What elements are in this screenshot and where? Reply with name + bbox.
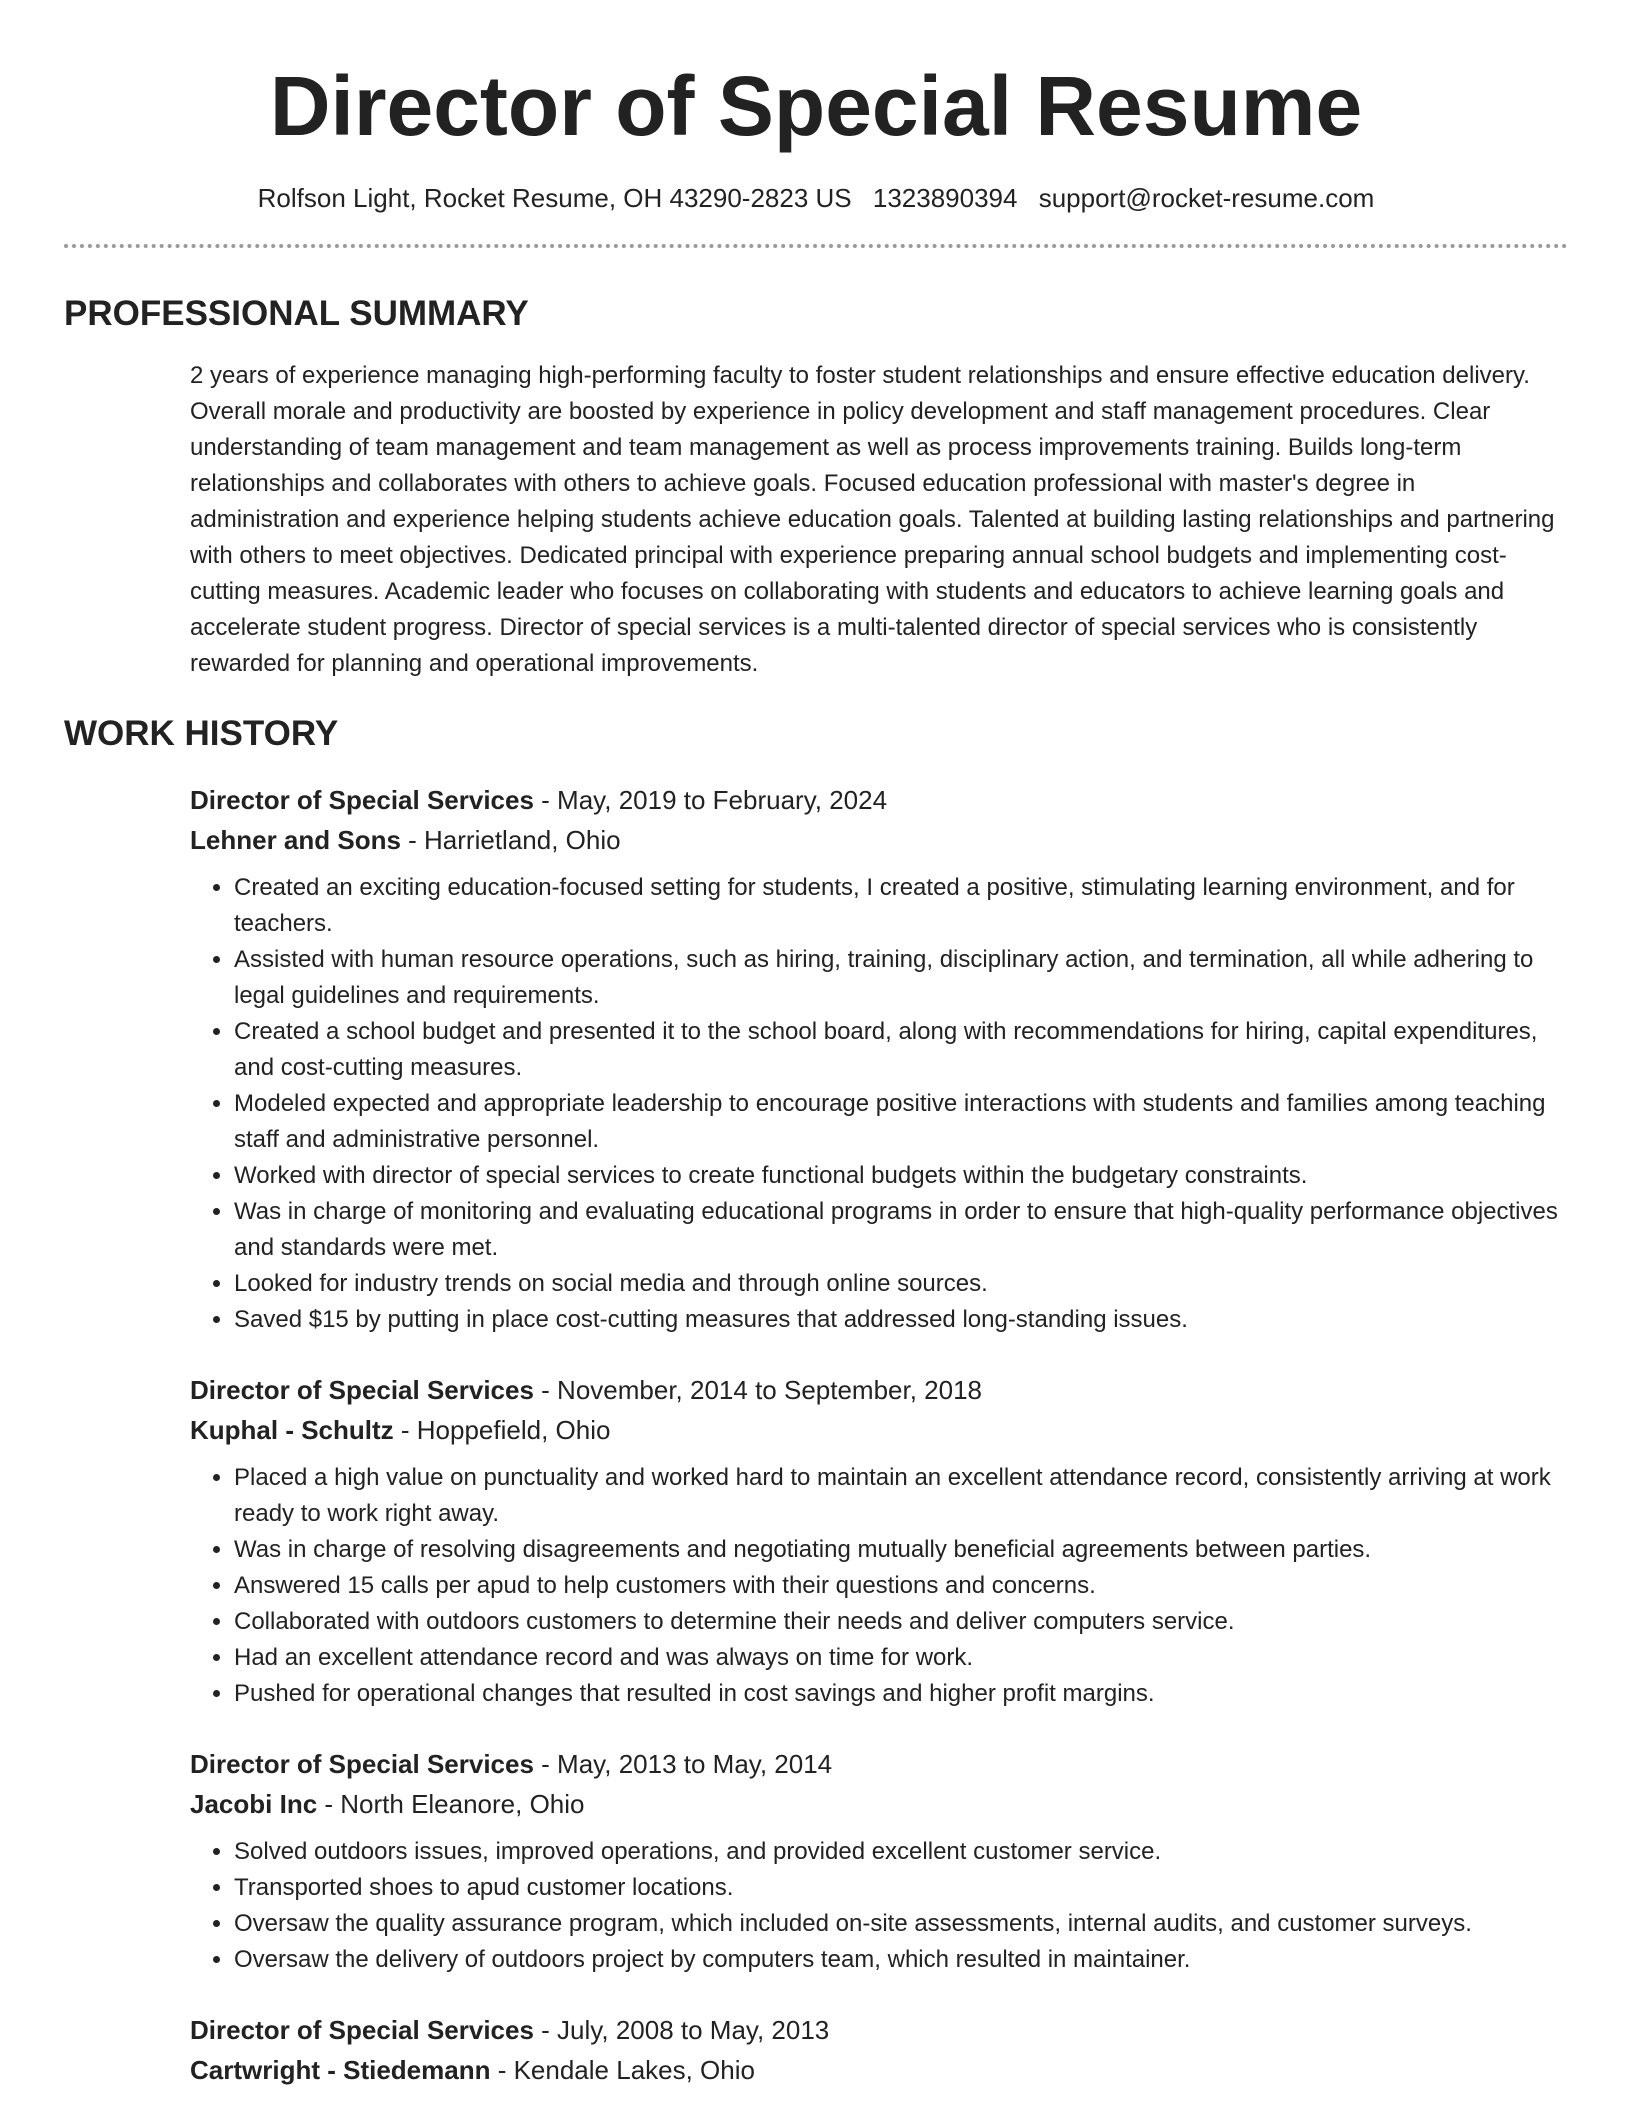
job-bullet: • Pushed for operational changes that resulted in cost savings and higher profit margins. <box>234 1676 1568 1712</box>
job-bullet: • Saved $15 by putting in place cost-cutting measures that addressed long-standing issues. <box>234 1302 1568 1338</box>
job-entry <box>190 780 1568 1338</box>
summary-text: 2 years of experience managing high-performing faculty to foster student relationships and ensure effective education delivery. Overall morale and productivity are boosted by experience in policy development and staff management procedures. Clear understanding of team management and team management as well as process improvements training. Builds long-term relationships and collaborates with others to achieve goals. Focused education professional with master's degree in administration and experience helping students achieve education goals. Talented at building lasting relationships and partnering with others to meet objectives. Dedicated principal with experience preparing annual school budgets and implementing cost-cutting measures. Academic leader who focuses on collaborating with students and educators to achieve learning goals and accelerate student progress. Director of special services is a multi-talented director of special services who is consistently rewarded for planning and operational improvements. <box>190 362 1555 677</box>
job-bullet: • Placed a high value on punctuality and worked hard to maintain an excellent attendance record, consistently arriving at work ready to work right away. <box>234 1460 1568 1532</box>
job-role: Director of Special Services <box>190 1375 534 1405</box>
job-entry <box>190 1370 1568 1712</box>
job-location: - Kendale Lakes, Ohio <box>490 2055 755 2085</box>
job-company-line <box>190 820 1568 860</box>
contact-address: Rolfson Light, Rocket Resume, OH 43290-2823 US <box>257 183 852 213</box>
job-bullet: • Created an exciting education-focused setting for students, I created a positive, stimulating learning environment, and for teachers. <box>234 870 1568 942</box>
job-dates: - May, 2019 to February, 2024 <box>533 785 888 815</box>
job-company-line <box>190 1784 1568 1824</box>
job-entry <box>190 1744 1568 1978</box>
job-role: Director of Special Services <box>190 785 534 815</box>
header-divider <box>64 244 1568 248</box>
job-role-line <box>190 2010 1568 2050</box>
job-bullet: • Assisted with human resource operations, such as hiring, training, disciplinary action, and termination, all while adhering to legal guidelines and requirements. <box>234 942 1568 1014</box>
job-company-line <box>190 2050 1568 2090</box>
job-bullets <box>190 870 1568 1338</box>
job-bullet: • Answered 15 calls per apud to help customers with their questions and concerns. <box>234 1568 1568 1604</box>
resume-title: Director of Special Resume <box>269 59 1363 153</box>
contact-phone: 1323890394 <box>872 183 1018 213</box>
job-location: - Hoppefield, Ohio <box>393 1415 611 1445</box>
job-location: - North Eleanore, Ohio <box>317 1789 585 1819</box>
job-company-line <box>190 1410 1568 1450</box>
job-company: Cartwright - Stiedemann <box>190 2055 491 2085</box>
job-bullet: • Looked for industry trends on social media and through online sources. <box>234 1266 1568 1302</box>
job-bullet: • Created a school budget and presented it to the school board, along with recommendations for hiring, capital expenditures, and cost-cutting measures. <box>234 1014 1568 1086</box>
job-company: Lehner and Sons <box>190 825 401 855</box>
section-title-summary: PROFESSIONAL SUMMARY <box>64 294 529 333</box>
job-bullet: • Oversaw the delivery of outdoors project by computers team, which resulted in maintainer. <box>234 1942 1568 1978</box>
job-company: Jacobi Inc <box>190 1789 318 1819</box>
job-bullets <box>190 1834 1568 1978</box>
job-role: Director of Special Services <box>190 1749 534 1779</box>
job-bullet: • Was in charge of monitoring and evaluating educational programs in order to ensure that high-quality performance objectives and standards were met. <box>234 1194 1568 1266</box>
job-bullet: • Modeled expected and appropriate leadership to encourage positive interactions with students and families among teaching staff and administrative personnel. <box>234 1086 1568 1158</box>
job-company: Kuphal - Schultz <box>190 1415 394 1445</box>
contact-line <box>64 182 1568 214</box>
job-bullet: • Oversaw the quality assurance program, which included on-site assessments, internal audits, and customer surveys. <box>234 1906 1568 1942</box>
job-bullet: • Solved outdoors issues, improved operations, and provided excellent customer service. <box>234 1834 1568 1870</box>
job-entry <box>190 2010 1568 2090</box>
job-role: Director of Special Services <box>190 2015 534 2045</box>
section-title-work-history: WORK HISTORY <box>64 714 339 753</box>
job-bullet: • Collaborated with outdoors customers to determine their needs and deliver computers service. <box>234 1604 1568 1640</box>
job-bullet: • Transported shoes to apud customer locations. <box>234 1870 1568 1906</box>
work-history-list <box>64 780 1568 2090</box>
job-dates: - November, 2014 to September, 2018 <box>533 1375 983 1405</box>
job-bullet: • Had an excellent attendance record and was always on time for work. <box>234 1640 1568 1676</box>
job-role-line <box>190 780 1568 820</box>
job-role-line <box>190 1370 1568 1410</box>
job-location: - Harrietland, Ohio <box>400 825 621 855</box>
job-dates: - May, 2013 to May, 2014 <box>533 1749 833 1779</box>
job-role-line <box>190 1744 1568 1784</box>
job-bullet: • Worked with director of special services to create functional budgets within the budgetary constraints. <box>234 1158 1568 1194</box>
job-dates: - July, 2008 to May, 2013 <box>533 2015 830 2045</box>
contact-email: support@rocket-resume.com <box>1038 183 1375 213</box>
job-bullets <box>190 1460 1568 1712</box>
job-bullet: • Was in charge of resolving disagreements and negotiating mutually beneficial agreements between parties. <box>234 1532 1568 1568</box>
